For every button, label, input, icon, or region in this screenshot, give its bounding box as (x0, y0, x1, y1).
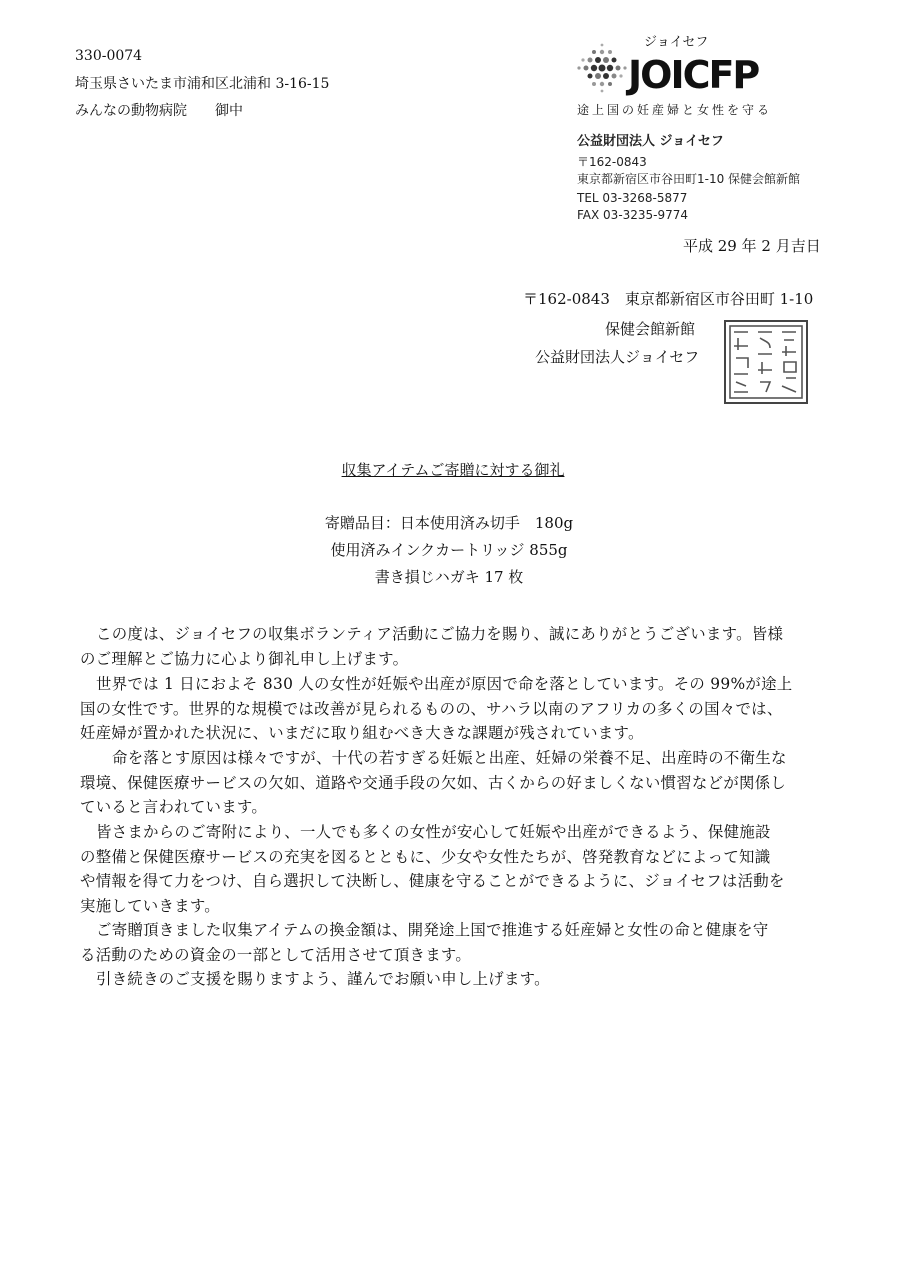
logo-wordmark: JOICFP (628, 53, 759, 97)
letterhead-fax: FAX 03-3235-9774 (577, 208, 689, 222)
body-line: のご理解とご協力に心より御礼申し上げます。 (80, 650, 409, 668)
body-line: 皆さまからのご寄附により、一人でも多くの女性が安心して妊娠や出産ができるよう、保健施設 (96, 823, 771, 841)
seal-glyphs-icon (726, 322, 806, 402)
donation-item: 寄贈品目：日本使用済み切手 180g (324, 514, 574, 532)
letter-title (0, 461, 906, 479)
recipient-address: 埼玉県さいたま市浦和区北浦和 3-16-15 (75, 76, 330, 92)
body-line: 環境、保健医療サービスの欠如、道路や交通手段の欠如、古くからの好ましくない慣習などが関係し (80, 774, 787, 792)
letter-date: 平成 29 年 2 月吉日 (683, 237, 821, 255)
tagline: 途上国の妊産婦と女性を守る (577, 103, 773, 117)
body-line: 世界では 1 日におよそ 830 人の女性が妊娠や出産が原因で命を落としています。その 99%が途上 (96, 675, 793, 693)
letterhead-postal: 〒162-0843 (577, 155, 647, 169)
body-line: の整備と保健医療サービスの充実を図るとともに、少女や女性たちが、啓発教育などによって知識 (80, 848, 771, 866)
body-line: ていると言われています。 (80, 798, 268, 816)
letterhead-org-name: 公益財団法人 ジョイセフ (577, 134, 724, 149)
body-line: や情報を得て力をつけ、自ら選択して決断し、健康を守ることができるように、ジョイセフは活動を (80, 872, 785, 890)
globe-logo-icon (574, 42, 630, 94)
letterhead-address: 東京都新宿区市谷田町1-10 保健会館新館 (577, 172, 801, 186)
donation-item: 使用済みインクカートリッジ 855g (330, 541, 568, 559)
body-line: 命を落とす原因は様々ですが、十代の若すぎる妊娠と出産、妊婦の栄養不足、出産時の不衛生な (112, 749, 787, 767)
logo-kana: ジョイセフ (644, 35, 709, 50)
letterhead-tel: TEL 03-3268-5877 (577, 191, 688, 205)
body-line: ご寄贈頂きました収集アイテムの換金額は、開発途上国で推進する妊産婦と女性の命と健康を守 (96, 921, 769, 939)
donation-item: 書き損じハガキ 17 枚 (374, 568, 524, 586)
sender-address: 〒162-0843 東京都新宿区市谷田町 1-10 (523, 290, 814, 308)
recipient-postal-code: 330-0074 (75, 48, 143, 64)
body-line: 妊産婦が置かれた状況に、いまだに取り組むべき大きな課題が残されています。 (80, 724, 644, 742)
body-line: 引き続きのご支援を賜りますよう、謹んでお願い申し上げます。 (96, 970, 550, 988)
body-line: る活動のための資金の一部として活用させて頂きます。 (80, 946, 472, 964)
body-line: この度は、ジョイセフの収集ボランティア活動にご協力を賜り、誠にありがとうございます。皆様 (96, 625, 784, 643)
body-line: 国の女性です。世界的な規模では改善が見られるものの、サハラ以南のアフリカの多くの国々では、 (80, 700, 783, 718)
sender-building: 保健会館新館 (605, 320, 696, 338)
recipient-name: みんなの動物病院 御中 (75, 103, 243, 119)
organization-seal-stamp (724, 320, 808, 404)
sender-org: 公益財団法人ジョイセフ (535, 348, 700, 366)
body-line: 実施していきます。 (80, 897, 220, 915)
letter-title-text: 収集アイテムご寄贈に対する御礼 (341, 461, 565, 479)
